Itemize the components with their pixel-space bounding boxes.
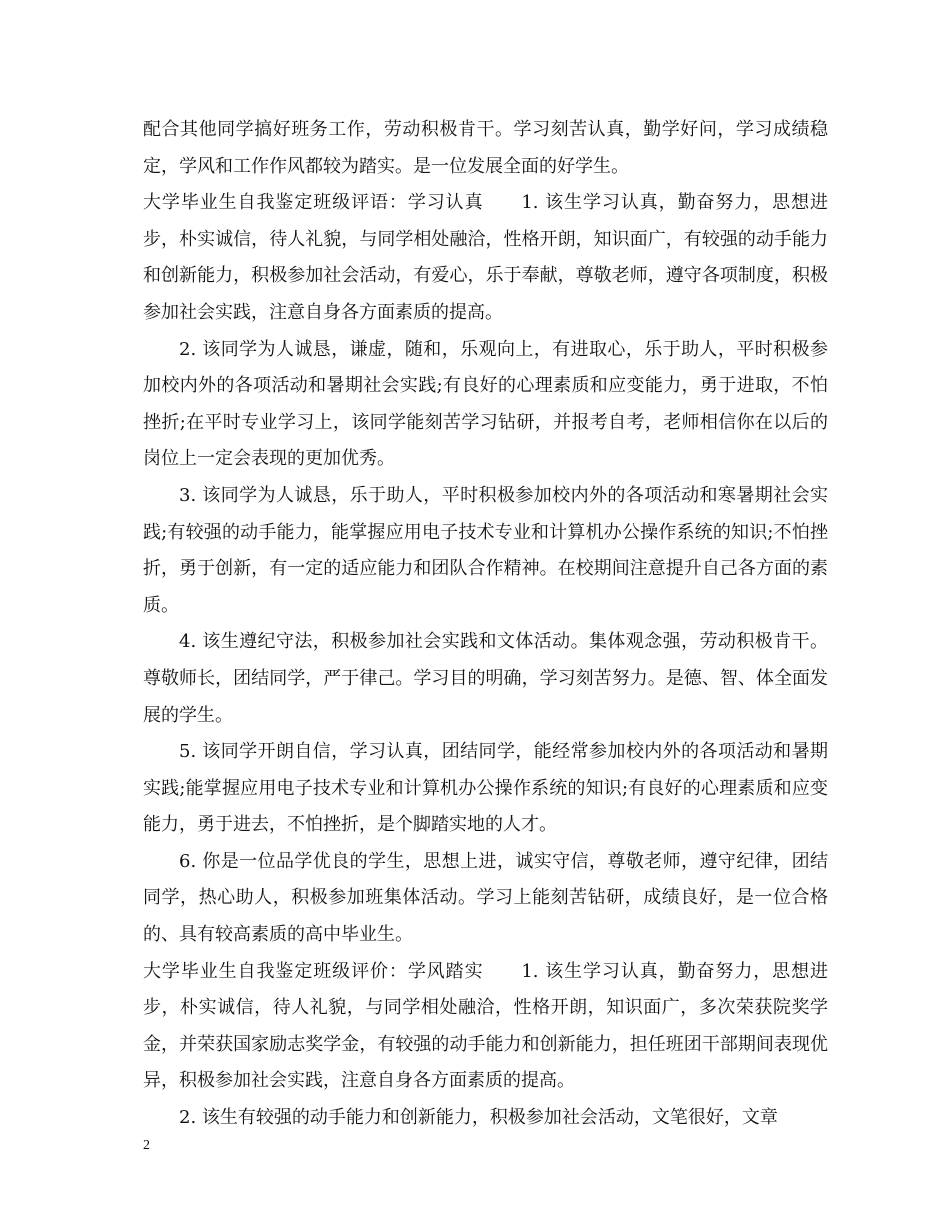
page-number: 2 bbox=[143, 1138, 150, 1153]
paragraph: 3. 该同学为人诚恳，乐于助人，平时积极参加校内外的各项活动和寒暑期社会实践;有较强的动手能力，能掌握应用电子技术专业和计算机办公操作系统的知识;不怕挫折，勇于创新，有一定的适应能力和团队合作精神。在校期间注意提升自己各方面的素质。 bbox=[143, 484, 828, 616]
paragraph: 2. 该生有较强的动手能力和创新能力，积极参加社会活动，文笔很好，文章 bbox=[179, 1107, 778, 1129]
paragraph: 6. 你是一位品学优良的学生，思想上进，诚实守信，尊敬老师，遵守纪律，团结同学，热心助人，积极参加班集体活动。学习上能刻苦钻研，成绩良好，是一位合格的、具有较高素质的高中毕业生。 bbox=[143, 850, 828, 946]
paragraph: 大学毕业生自我鉴定班级评价：学风踏实 1. 该生学习认真，勤奋努力，思想进步，朴实诚信，待人礼貌，与同学相处融洽，性格开朗，知识面广，多次荣获院奖学金，并荣获国家励志奖学金，有较强的动手能力和创新能力，担任班团干部期间表现优异，积极参加社会实践，注意自身各方面素质的提高。 bbox=[143, 960, 828, 1092]
paragraph: 大学毕业生自我鉴定班级评语：学习认真 1. 该生学习认真，勤奋努力，思想进步，朴实诚信，待人礼貌，与同学相处融洽，性格开朗，知识面广，有较强的动手能力和创新能力，积极参加社会活动，有爱心，乐于奉献，尊敬老师，遵守各项制度，积极参加社会实践，注意自身各方面素质的提高。 bbox=[143, 192, 828, 323]
document-body bbox=[143, 112, 828, 1137]
paragraph: 5. 该同学开朗自信，学习认真，团结同学，能经常参加校内外的各项活动和暑期实践;能掌握应用电子技术专业和计算机办公操作系统的知识;有良好的心理素质和应变能力，勇于进去，不怕挫折，是个脚踏实地的人才。 bbox=[143, 741, 828, 836]
paragraph: 配合其他同学搞好班务工作，劳动积极肯干。学习刻苦认真，勤学好问，学习成绩稳定，学风和工作作风都较为踏实。是一位发展全面的好学生。 bbox=[143, 119, 828, 177]
paragraph: 2. 该同学为人诚恳，谦虚，随和，乐观向上，有进取心，乐于助人，平时积极参加校内外的各项活动和暑期社会实践;有良好的心理素质和应变能力，勇于进取，不怕挫折;在平时专业学习上，该同学能刻苦学习钻研，并报考自考，老师相信你在以后的岗位上一定会表现的更加优秀。 bbox=[143, 338, 828, 470]
paragraph: 4. 该生遵纪守法，积极参加社会实践和文体活动。集体观念强，劳动积极肯干。尊敬师长，团结同学，严于律己。学习目的明确，学习刻苦努力。是德、智、体全面发展的学生。 bbox=[143, 631, 828, 726]
